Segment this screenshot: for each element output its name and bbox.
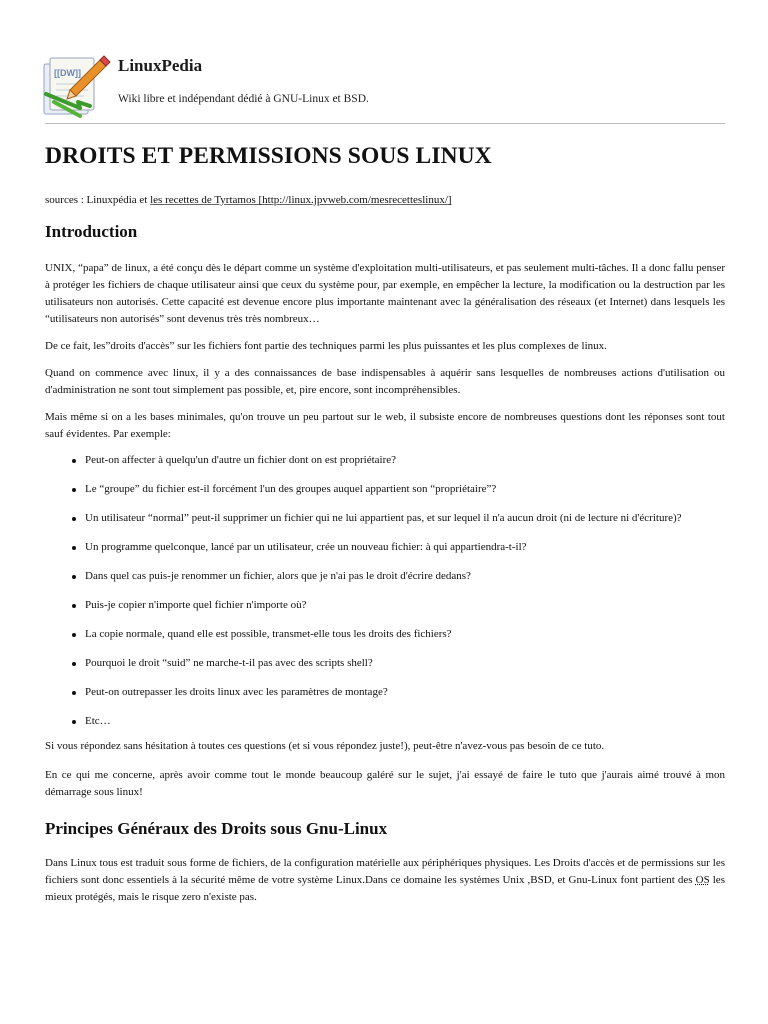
list-item: Dans quel cas puis-je renommer un fichier, alors que je n'ai pas le droit d'écrire dedans? <box>85 568 725 585</box>
list-item: Pourquoi le droit “suid” ne marche-t-il pas avec des scripts shell? <box>85 655 725 672</box>
sources-prefix: sources : Linuxpédia et <box>45 194 151 206</box>
paragraph-intro-4: Mais même si on a les bases minimales, qu'on trouve un peu partout sur le web, il subsiste encore de nombreuses questions dont les réponses sont tout sauf évidentes. Par exemple: <box>45 411 725 440</box>
list-item: Puis-je copier n'importe quel fichier n'importe où? <box>85 597 725 614</box>
paragraph-intro-2: De ce fait, les”droits d'accès” sur les fichiers font partie des techniques parmi les plus puissantes et les plus complexes de linux. <box>45 340 607 352</box>
paragraph-intro-5: Si vous répondez sans hésitation à toutes ces questions (et si vous répondez juste!), peut-être n'avez-vous pas besoin de ce tuto. <box>45 740 605 752</box>
list-item: La copie normale, quand elle est possible, transmet-elle tous les droits des fichiers? <box>85 626 725 643</box>
page-title: DROITS ET PERMISSIONS SOUS LINUX <box>45 143 492 169</box>
header-divider <box>45 123 725 124</box>
paragraph-text: les mieux protégés, mais le risque zero n'existe pas. <box>45 874 725 903</box>
paragraph-text: Dans Linux tous est traduit sous forme de fichiers, de la configuration matérielle aux périphériques physiques. Les Droits d'accès et de permissions sur les fichiers sont donc essentiels à la sécurité même de votre système Linux.Dans ce domaine les systèmes Unix ,BSD, et Gnu-Linux font partient des <box>45 857 725 886</box>
section-heading-principes: Principes Généraux des Droits sous Gnu-Linux <box>45 819 388 838</box>
list-item: Le “groupe” du fichier est-il forcément l'un des groupes auquel appartient son “propriétaire”? <box>85 481 725 498</box>
abbr-os[interactable]: OS <box>695 874 710 886</box>
sources-link[interactable]: les recettes de Tyrtamos [http://linux.jpvweb.com/mesrecetteslinux/] <box>150 194 452 206</box>
site-title[interactable]: LinuxPedia <box>118 56 203 75</box>
list-item: Etc… <box>85 713 725 730</box>
paragraph-intro-6: En ce qui me concerne, après avoir comme tout le monde beaucoup galéré sur le sujet, j'ai essayé de faire le tuto que j'aurais aimé trouvé à mon démarrage sous linux! <box>45 769 725 798</box>
paragraph-intro-1: UNIX, “papa” de linux, a été conçu dès le départ comme un système d'exploitation multi-utilisateurs, et pas seulement multi-tâches. Il a donc fallu penser à protéger les fichiers de chaque utilisateur ainsi que ceux du système pour, par exemple, en empêcher la lecture, la modification ou la destruction par les utilisateurs non autorisés. Cette capacité est devenue encore plus importante maintenant avec la généralisation des réseaux (et Internet) dans lesquels les “utilisateurs non autorisés” sont devenus très très nombreux… <box>45 262 725 325</box>
site-logo[interactable] <box>40 50 112 120</box>
section-heading-introduction: Introduction <box>45 222 138 241</box>
list-item: Un utilisateur “normal” peut-il supprimer un fichier qui ne lui appartient pas, et sur lequel il n'a aucun droit (ni de lecture ni d'écriture)? <box>85 510 725 527</box>
paragraph-intro-3: Quand on commence avec linux, il y a des connaissances de base indispensables à aquérir sans lesquelles de nombreuses actions d'utilisation ou d'administration ne sont tout simplement pas possible, et, pire encore, sont incompréhensibles. <box>45 367 725 396</box>
list-item: Peut-on outrepasser les droits linux avec les paramètres de montage? <box>85 684 725 701</box>
dokuwiki-logo-icon <box>40 50 112 120</box>
list-item: Peut-on affecter à quelqu'un d'autre un fichier dont on est propriétaire? <box>85 452 725 469</box>
site-tagline: Wiki libre et indépendant dédié à GNU-Linux et BSD. <box>118 93 369 105</box>
logo-text: [[DW]] <box>54 68 81 78</box>
sources-line <box>45 193 725 208</box>
paragraph-principes-1 <box>45 855 725 906</box>
list-item: Un programme quelconque, lancé par un utilisateur, crée un nouveau fichier: à qui appartiendra-t-il? <box>85 539 725 556</box>
questions-list <box>45 452 725 730</box>
article-content <box>45 140 725 906</box>
